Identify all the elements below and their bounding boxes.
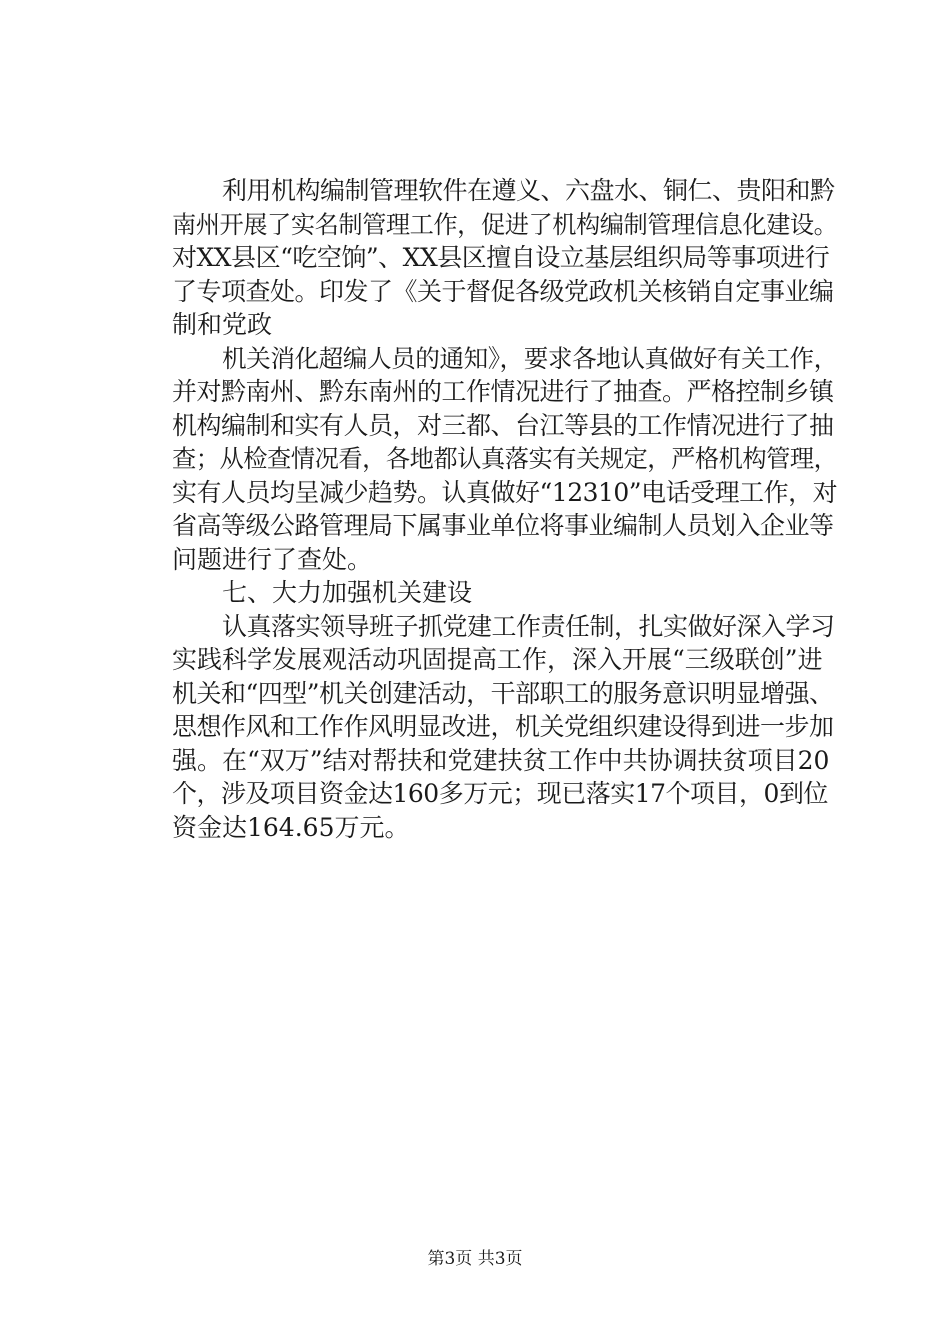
text-line: 问题进行了查处。 bbox=[172, 544, 373, 574]
text-line: 思想作风和工作作风明显改进，机关党组织建设得到进一步加 bbox=[172, 712, 834, 741]
page-number-footer: 第3页 共3页 bbox=[427, 1249, 523, 1269]
text-line: 实践科学发展观活动巩固提高工作，深入开展“三级联创”进 bbox=[172, 645, 823, 674]
text-line: 制和党政 bbox=[172, 310, 273, 339]
text-line: 认真落实领导班子抓党建工作责任制，扎实做好深入学习 bbox=[222, 611, 835, 641]
text-line: 个，涉及项目资金达160多万元；现已落实17个项目，0到位 bbox=[172, 779, 828, 808]
text-line: 并对黔南州、黔东南州的工作情况进行了抽查。严格控制乡镇 bbox=[172, 377, 834, 406]
text-line: 机构编制和实有人员，对三都、台江等县的工作情况进行了抽 bbox=[172, 410, 834, 440]
document-body bbox=[172, 174, 838, 844]
text-line: 资金达164.65万元。 bbox=[172, 812, 410, 842]
section-heading: 七、大力加强机关建设 bbox=[222, 578, 473, 607]
text-line: 机关消化超编人员的通知》，要求各地认真做好有关工作， bbox=[222, 343, 838, 373]
text-line: 实有人员均呈减少趋势。认真做好“12310”电话受理工作，对 bbox=[172, 477, 838, 507]
text-line: 对XX县区“吃空饷”、XX县区擅自设立基层组织局等事项进行 bbox=[172, 243, 830, 272]
text-line: 省高等级公路管理局下属事业单位将事业编制人员划入企业等 bbox=[172, 511, 834, 540]
text-line: 南州开展了实名制管理工作，促进了机构编制管理信息化建设。 bbox=[172, 209, 838, 239]
text-line: 机关和“四型”机关创建活动，干部职工的服务意识明显增强、 bbox=[172, 678, 834, 708]
text-line: 查；从检查情况看，各地都认真落实有关规定，严格机构管理， bbox=[172, 444, 838, 473]
text-line: 强。在“双万”结对帮扶和党建扶贫工作中共协调扶贫项目20 bbox=[172, 745, 830, 775]
text-line: 利用机构编制管理软件在遵义、六盘水、铜仁、贵阳和黔 bbox=[222, 176, 835, 205]
text-line: 了专项查处。印发了《关于督促各级党政机关核销自定事业编 bbox=[172, 276, 834, 306]
